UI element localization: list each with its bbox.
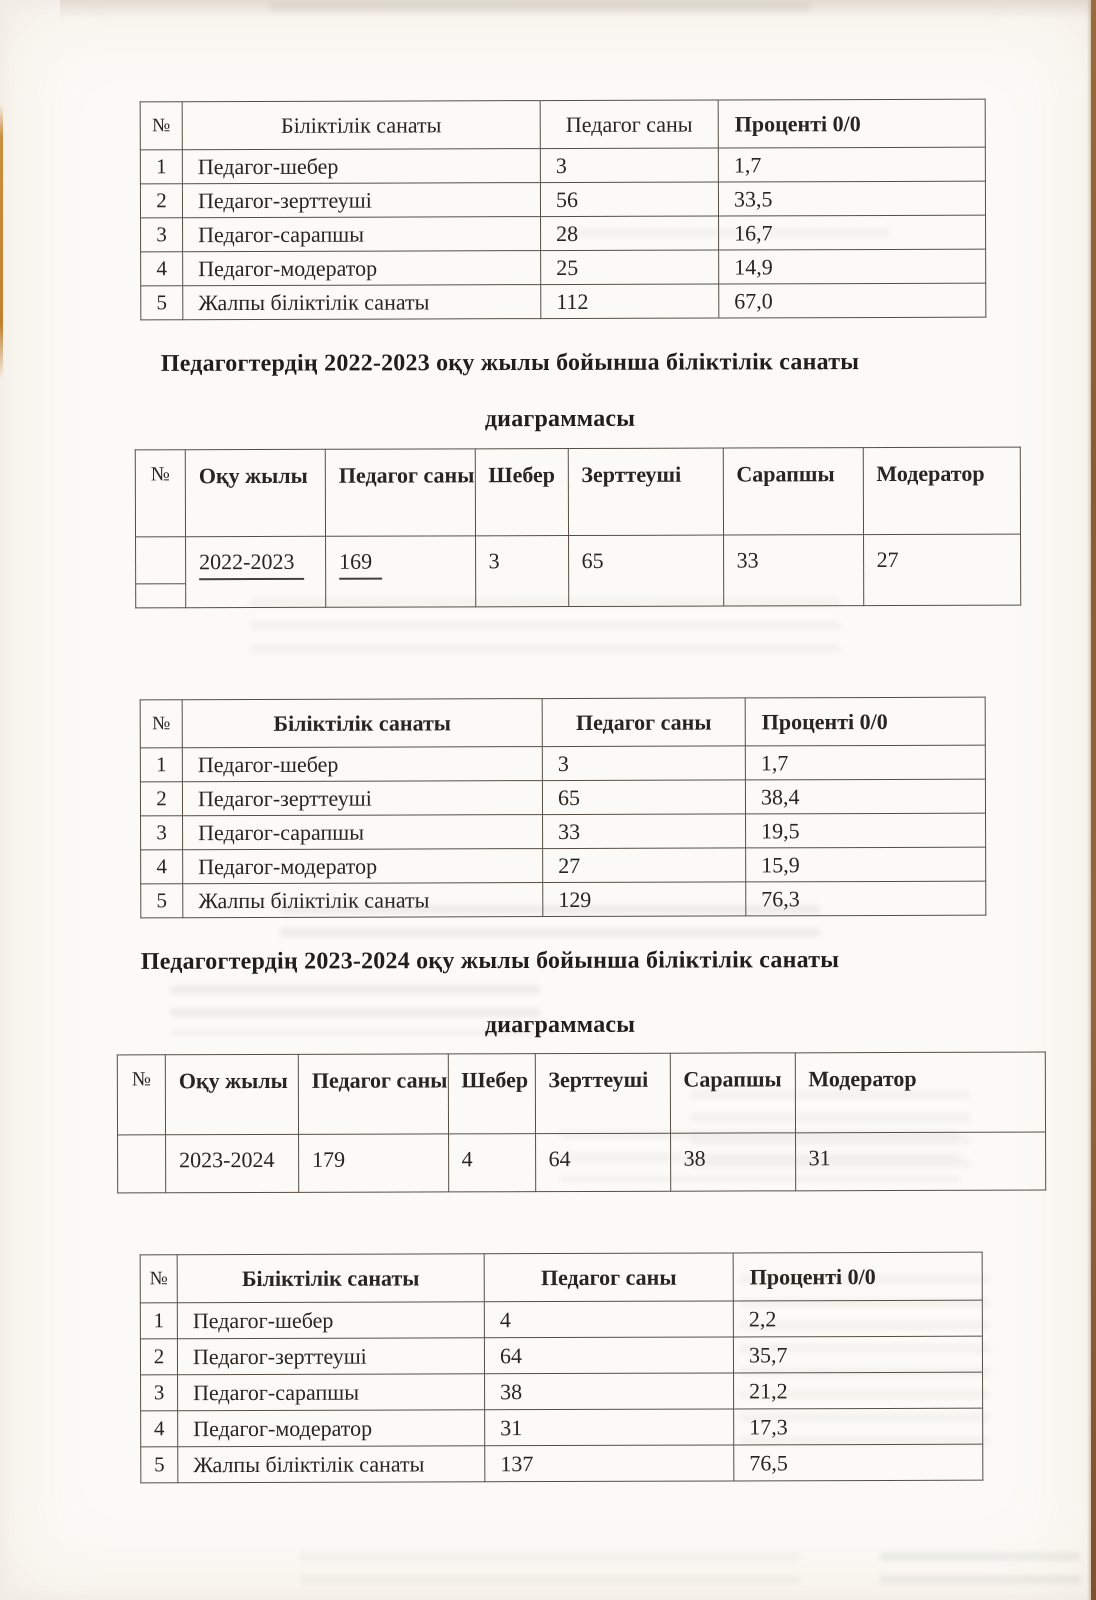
scan-line-artifact xyxy=(136,583,186,584)
cell-percent: 38,4 xyxy=(745,779,985,814)
table-header-row xyxy=(140,99,985,150)
bleed-through-artifact xyxy=(880,1552,1080,1596)
cell-num: 2 xyxy=(140,782,182,816)
col-header-num: № xyxy=(140,700,182,748)
cell-count: 179 xyxy=(299,1134,449,1192)
col-header-sheber: Шебер xyxy=(475,449,568,536)
col-header-sarapshy: Сарапшы xyxy=(723,448,863,535)
cell-category: Педагог-сарапшы xyxy=(183,217,541,252)
cell-num: 1 xyxy=(140,748,182,782)
cell-category: Педагог-зерттеуші xyxy=(182,781,542,816)
cell-percent: 33,5 xyxy=(718,181,985,216)
cell-num xyxy=(136,537,186,608)
cell-category: Педагог-модератор xyxy=(183,251,541,286)
year-summary-table-2022-2023 xyxy=(135,447,1021,609)
cell-sarapshy: 38 xyxy=(670,1133,795,1191)
cell-year xyxy=(186,536,326,607)
section-title-2023-2024-line2: диаграммасы xyxy=(484,1011,636,1039)
table-row xyxy=(141,215,986,252)
bleed-through-artifact xyxy=(270,2,810,18)
col-header-sarapshy: Сарапшы xyxy=(670,1053,795,1133)
scan-smudge-top xyxy=(60,0,1090,20)
col-header-count: Педагог саны xyxy=(325,449,475,536)
cell-sheber: 4 xyxy=(448,1134,535,1192)
cell-category: Педагог-шебер xyxy=(177,1302,484,1339)
cell-category: Педагог-шебер xyxy=(182,149,540,184)
count-value: 169 xyxy=(339,549,382,580)
table-row xyxy=(140,147,985,184)
table-row xyxy=(140,181,985,218)
cell-count: 65 xyxy=(542,780,745,815)
col-header-moderator: Модератор xyxy=(795,1052,1045,1133)
page-edge-right-shadow xyxy=(1087,0,1091,1600)
col-header-percent: Проценті 0/0 xyxy=(718,99,985,148)
cell-percent: 2,2 xyxy=(733,1300,982,1337)
cell-percent: 19,5 xyxy=(746,813,986,848)
cell-percent: 1,7 xyxy=(745,745,985,780)
year-value: 2022-2023 xyxy=(199,549,304,580)
col-header-count: Педагог саны xyxy=(484,1253,733,1302)
cell-percent: 15,9 xyxy=(746,847,986,882)
cell-num: 2 xyxy=(140,1339,177,1375)
section-title-2022-2023: Педагогтердің 2022-2023 оқу жылы бойынша біліктілік санаты xyxy=(160,349,860,377)
cell-percent: 76,3 xyxy=(746,881,986,916)
cell-category: Педагог-шебер xyxy=(182,747,542,782)
table-row xyxy=(140,1336,982,1375)
cell-num: 1 xyxy=(140,150,182,184)
cell-count: 137 xyxy=(485,1445,734,1482)
year-summary-table-2023-2024 xyxy=(117,1052,1046,1194)
cell-zertteushi: 64 xyxy=(535,1133,670,1191)
cell-num: 5 xyxy=(141,1447,178,1483)
col-header-count: Педагог саны xyxy=(542,698,745,747)
page-edge-right xyxy=(1091,0,1096,1600)
col-header-category: Біліктілік санаты xyxy=(182,101,540,150)
cell-count: 25 xyxy=(541,250,719,285)
col-header-category: Біліктілік санаты xyxy=(177,1254,484,1303)
cell-count: 27 xyxy=(543,848,746,883)
table-row xyxy=(141,847,986,884)
cell-num: 2 xyxy=(140,184,182,218)
table-row xyxy=(141,813,986,850)
cell-percent: 21,2 xyxy=(734,1372,983,1409)
cell-count: 28 xyxy=(541,216,719,251)
section-title-2023-2024: Педагогтердің 2023-2024 оқу жылы бойынша біліктілік санаты xyxy=(140,947,840,975)
qualification-table-3 xyxy=(140,1252,984,1484)
cell-moderator: 27 xyxy=(863,534,1020,605)
table-row xyxy=(118,1132,1046,1193)
cell-count: 56 xyxy=(540,182,718,217)
cell-category: Педагог-зерттеуші xyxy=(177,1338,484,1375)
table-row xyxy=(141,1444,983,1483)
cell-num: 3 xyxy=(141,1375,178,1411)
cell-count: 31 xyxy=(485,1409,734,1446)
cell-num: 5 xyxy=(141,884,183,918)
cell-count: 33 xyxy=(543,814,746,849)
cell-count: 3 xyxy=(540,148,718,183)
cell-zertteushi: 65 xyxy=(568,535,723,606)
cell-percent: 35,7 xyxy=(733,1336,982,1373)
cell-percent: 76,5 xyxy=(734,1444,983,1481)
cell-percent: 14,9 xyxy=(719,249,986,284)
col-header-percent: Проценті 0/0 xyxy=(733,1252,982,1301)
cell-category: Педагог-сарапшы xyxy=(178,1374,485,1411)
cell-moderator: 31 xyxy=(795,1132,1045,1191)
col-header-year: Оқу жылы xyxy=(165,1054,298,1134)
col-header-count: Педагог саны xyxy=(298,1054,448,1134)
cell-percent: 16,7 xyxy=(719,215,986,250)
table-row xyxy=(141,881,986,918)
col-header-count: Педагог саны xyxy=(540,100,718,149)
table-header-row xyxy=(140,1252,982,1303)
col-header-zertteushi: Зерттеуші xyxy=(535,1053,670,1133)
cell-category: Педагог-модератор xyxy=(183,849,543,884)
cell-category: Жалпы біліктілік санаты xyxy=(183,285,541,320)
cell-category: Педагог-модератор xyxy=(178,1410,485,1447)
cell-num: 5 xyxy=(141,286,183,320)
cell-count: 64 xyxy=(484,1337,733,1374)
table-header-row xyxy=(117,1052,1045,1135)
qualification-table-2 xyxy=(140,697,987,919)
table-header-row xyxy=(140,697,985,748)
bleed-through-artifact xyxy=(300,1552,800,1592)
cell-sheber: 3 xyxy=(475,536,568,607)
table-row xyxy=(141,1408,983,1447)
cell-category: Педагог-сарапшы xyxy=(183,815,543,850)
cell-count: 3 xyxy=(542,746,745,781)
cell-percent: 17,3 xyxy=(734,1408,983,1445)
col-header-zertteushi: Зерттеуші xyxy=(568,448,723,535)
cell-count: 38 xyxy=(485,1373,734,1410)
col-header-sheber: Шебер xyxy=(448,1054,535,1134)
cell-num: 3 xyxy=(141,816,183,850)
col-header-num: № xyxy=(140,1255,177,1303)
col-header-year: Оқу жылы xyxy=(185,449,325,536)
cell-num: 4 xyxy=(141,1411,178,1447)
cell-num: 3 xyxy=(141,218,183,252)
table-row xyxy=(141,1372,983,1411)
cell-category: Жалпы біліктілік санаты xyxy=(183,883,543,918)
cell-year: 2023-2024 xyxy=(166,1134,299,1192)
col-header-num: № xyxy=(140,102,182,150)
cell-count xyxy=(326,536,476,607)
cell-sarapshy: 33 xyxy=(723,535,863,606)
cell-num: 1 xyxy=(140,1303,177,1339)
table-header-row xyxy=(135,447,1020,537)
cell-count: 4 xyxy=(484,1301,733,1338)
col-header-num: № xyxy=(117,1055,165,1135)
col-header-category: Біліктілік санаты xyxy=(182,699,542,748)
cell-percent: 1,7 xyxy=(718,147,985,182)
table-row xyxy=(141,249,986,286)
table-row xyxy=(140,779,985,816)
table-row xyxy=(136,534,1021,608)
cell-count: 129 xyxy=(543,882,746,917)
col-header-percent: Проценті 0/0 xyxy=(745,697,985,746)
cell-num xyxy=(118,1135,166,1193)
cell-count: 112 xyxy=(541,284,719,319)
cell-category: Педагог-зерттеуші xyxy=(182,183,540,218)
section-title-2022-2023-line2: диаграммасы xyxy=(484,405,636,433)
cell-num: 4 xyxy=(141,252,183,286)
cell-percent: 67,0 xyxy=(719,283,986,318)
qualification-table-1 xyxy=(140,99,987,321)
page-edge-left xyxy=(0,104,3,379)
col-header-moderator: Модератор xyxy=(863,447,1020,534)
cell-category: Жалпы біліктілік санаты xyxy=(178,1446,485,1483)
table-row xyxy=(140,1300,982,1339)
table-row xyxy=(141,283,986,320)
col-header-num: № xyxy=(135,450,185,537)
cell-num: 4 xyxy=(141,850,183,884)
table-row xyxy=(140,745,985,782)
